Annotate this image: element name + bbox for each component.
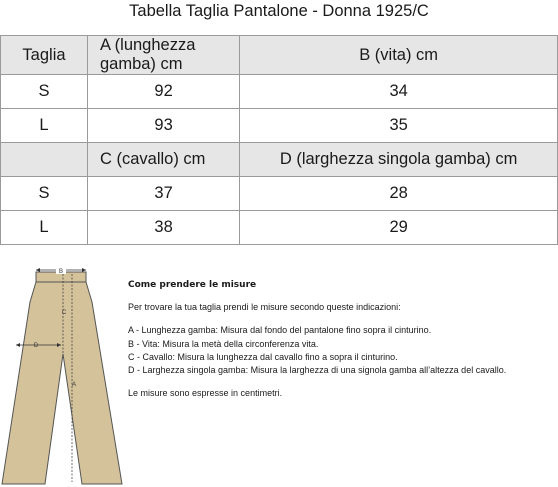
value-cell: 34	[240, 75, 558, 109]
table-row	[1, 211, 558, 245]
label-c: C	[61, 310, 67, 316]
label-a: A	[71, 382, 77, 388]
value-cell: 37	[87, 177, 239, 211]
measurement-guide	[128, 279, 558, 400]
guide-heading: Come prendere le misure	[128, 280, 257, 290]
table-header-row	[1, 36, 558, 75]
guide-intro: Per trovare la tua taglia prendi le misure secondo queste indicazioni:	[128, 302, 401, 313]
value-cell: 38	[87, 211, 239, 245]
value-cell: 28	[240, 177, 558, 211]
guide-note: Le misure sono espresse in centimetri.	[128, 388, 283, 399]
value-cell: 29	[240, 211, 558, 245]
size-cell: S	[1, 177, 88, 211]
header-cell: A (lunghezza gamba) cm	[87, 36, 239, 75]
label-b: B	[58, 269, 64, 275]
value-cell: 93	[87, 109, 239, 143]
trousers-illustration	[0, 262, 128, 487]
value-cell: 92	[87, 75, 239, 109]
header-cell: D (larghezza singola gamba) cm	[240, 143, 558, 177]
guide-item-c: C - Cavallo: Misura la lunghezza dal cavallo fino a sopra il cinturino.	[128, 351, 398, 362]
size-cell: S	[1, 75, 88, 109]
header-cell: Taglia	[1, 36, 88, 75]
header-cell: B (vita) cm	[240, 36, 558, 75]
label-d: D	[33, 343, 39, 349]
guide-item-d: D - Larghezza singola gamba: Misura la larghezza di una signola gamba all’altezza del cavallo.	[128, 365, 507, 376]
table-row	[1, 109, 558, 143]
table-row	[1, 75, 558, 109]
value-cell: 35	[240, 109, 558, 143]
page-title: Tabella Taglia Pantalone - Donna 1925/C	[129, 2, 429, 20]
table-row	[1, 177, 558, 211]
header-cell: C (cavallo) cm	[87, 143, 239, 177]
table-header-row	[1, 143, 558, 177]
header-cell	[1, 143, 88, 177]
size-cell: L	[1, 109, 88, 143]
guide-item-a: A - Lunghezza gamba: Misura dal fondo del pantalone fino sopra il cinturino.	[128, 325, 432, 336]
size-table	[0, 35, 558, 245]
guide-item-b: B - Vita: Misura la metà della circonferenza vita.	[128, 338, 319, 349]
size-cell: L	[1, 211, 88, 245]
